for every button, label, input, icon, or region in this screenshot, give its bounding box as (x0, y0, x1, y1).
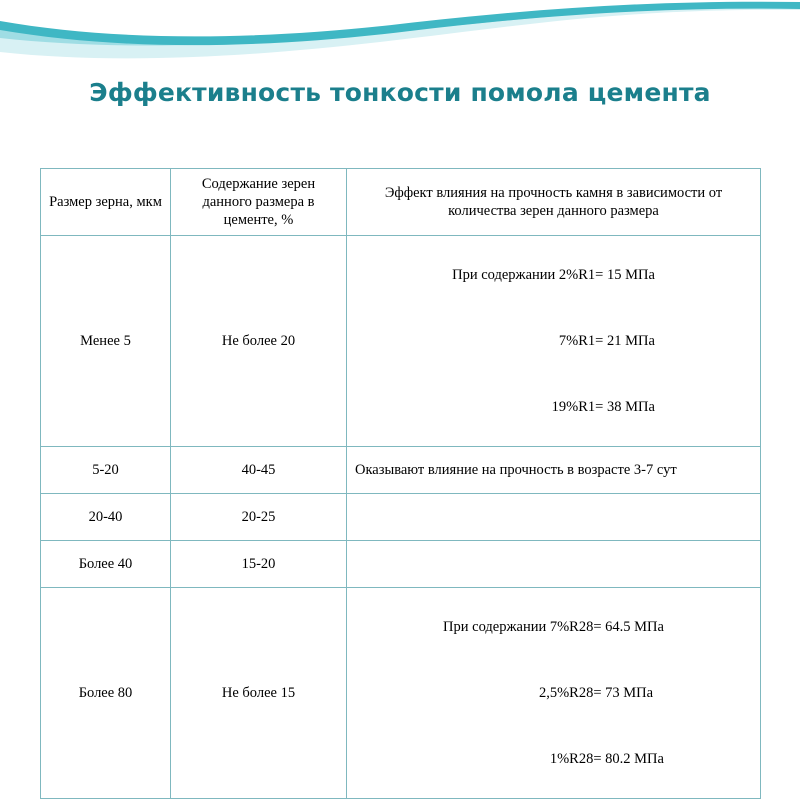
table-row (41, 236, 761, 447)
table-row (41, 588, 761, 799)
column-header-size: Размер зерна, мкм (41, 169, 171, 236)
grain-table-wrapper (40, 168, 760, 799)
effect-left: 2,5% (538, 685, 570, 702)
decorative-swoosh (0, 0, 800, 90)
effect-line (452, 308, 655, 374)
effect-line (443, 660, 664, 726)
effect-list (452, 242, 655, 440)
effect-line (452, 374, 655, 440)
cell-size: 20-40 (41, 494, 171, 541)
cell-effect (347, 494, 761, 541)
effect-left: 7% (558, 333, 579, 350)
effect-line (443, 594, 664, 660)
cell-effect: Оказывают влияние на прочность в возрасте 3-7 сут (347, 447, 761, 494)
cell-content: Не более 15 (171, 588, 347, 799)
table-row (41, 541, 761, 588)
column-header-content: Содержание зерен данного размера в цементе, % (171, 169, 347, 236)
effect-right: R1= 38 МПа (578, 399, 655, 416)
effect-left: При содержании 2% (452, 267, 579, 284)
cell-effect (347, 541, 761, 588)
cell-effect (347, 236, 761, 447)
effect-right: R28= 80.2 МПа (569, 751, 664, 768)
cell-size: Более 40 (41, 541, 171, 588)
effect-right: R1= 15 МПа (578, 267, 655, 284)
cell-size: Более 80 (41, 588, 171, 799)
cell-content: 20-25 (171, 494, 347, 541)
effect-left: 1% (549, 751, 570, 768)
cell-content: 40-45 (171, 447, 347, 494)
cell-content: 15-20 (171, 541, 347, 588)
effect-line (452, 242, 655, 308)
effect-left: При содержании 7% (443, 619, 570, 636)
table-header-row (41, 169, 761, 236)
table-row (41, 494, 761, 541)
cell-effect (347, 588, 761, 799)
effect-list (443, 594, 664, 792)
effect-right: R28= 73 МПа (569, 685, 654, 702)
cell-size: Менее 5 (41, 236, 171, 447)
cell-size: 5-20 (41, 447, 171, 494)
column-header-effect: Эффект влияния на прочность камня в зависимости от количества зерен данного размера (347, 169, 761, 236)
effect-right: R28= 64.5 МПа (569, 619, 664, 636)
cell-content: Не более 20 (171, 236, 347, 447)
grain-size-table (40, 168, 761, 799)
page-title: Эффективность тонкости помола цемента (89, 78, 711, 107)
table-row (41, 447, 761, 494)
effect-right: R1= 21 МПа (578, 333, 655, 350)
effect-line (443, 726, 664, 792)
effect-left: 19% (551, 399, 579, 416)
